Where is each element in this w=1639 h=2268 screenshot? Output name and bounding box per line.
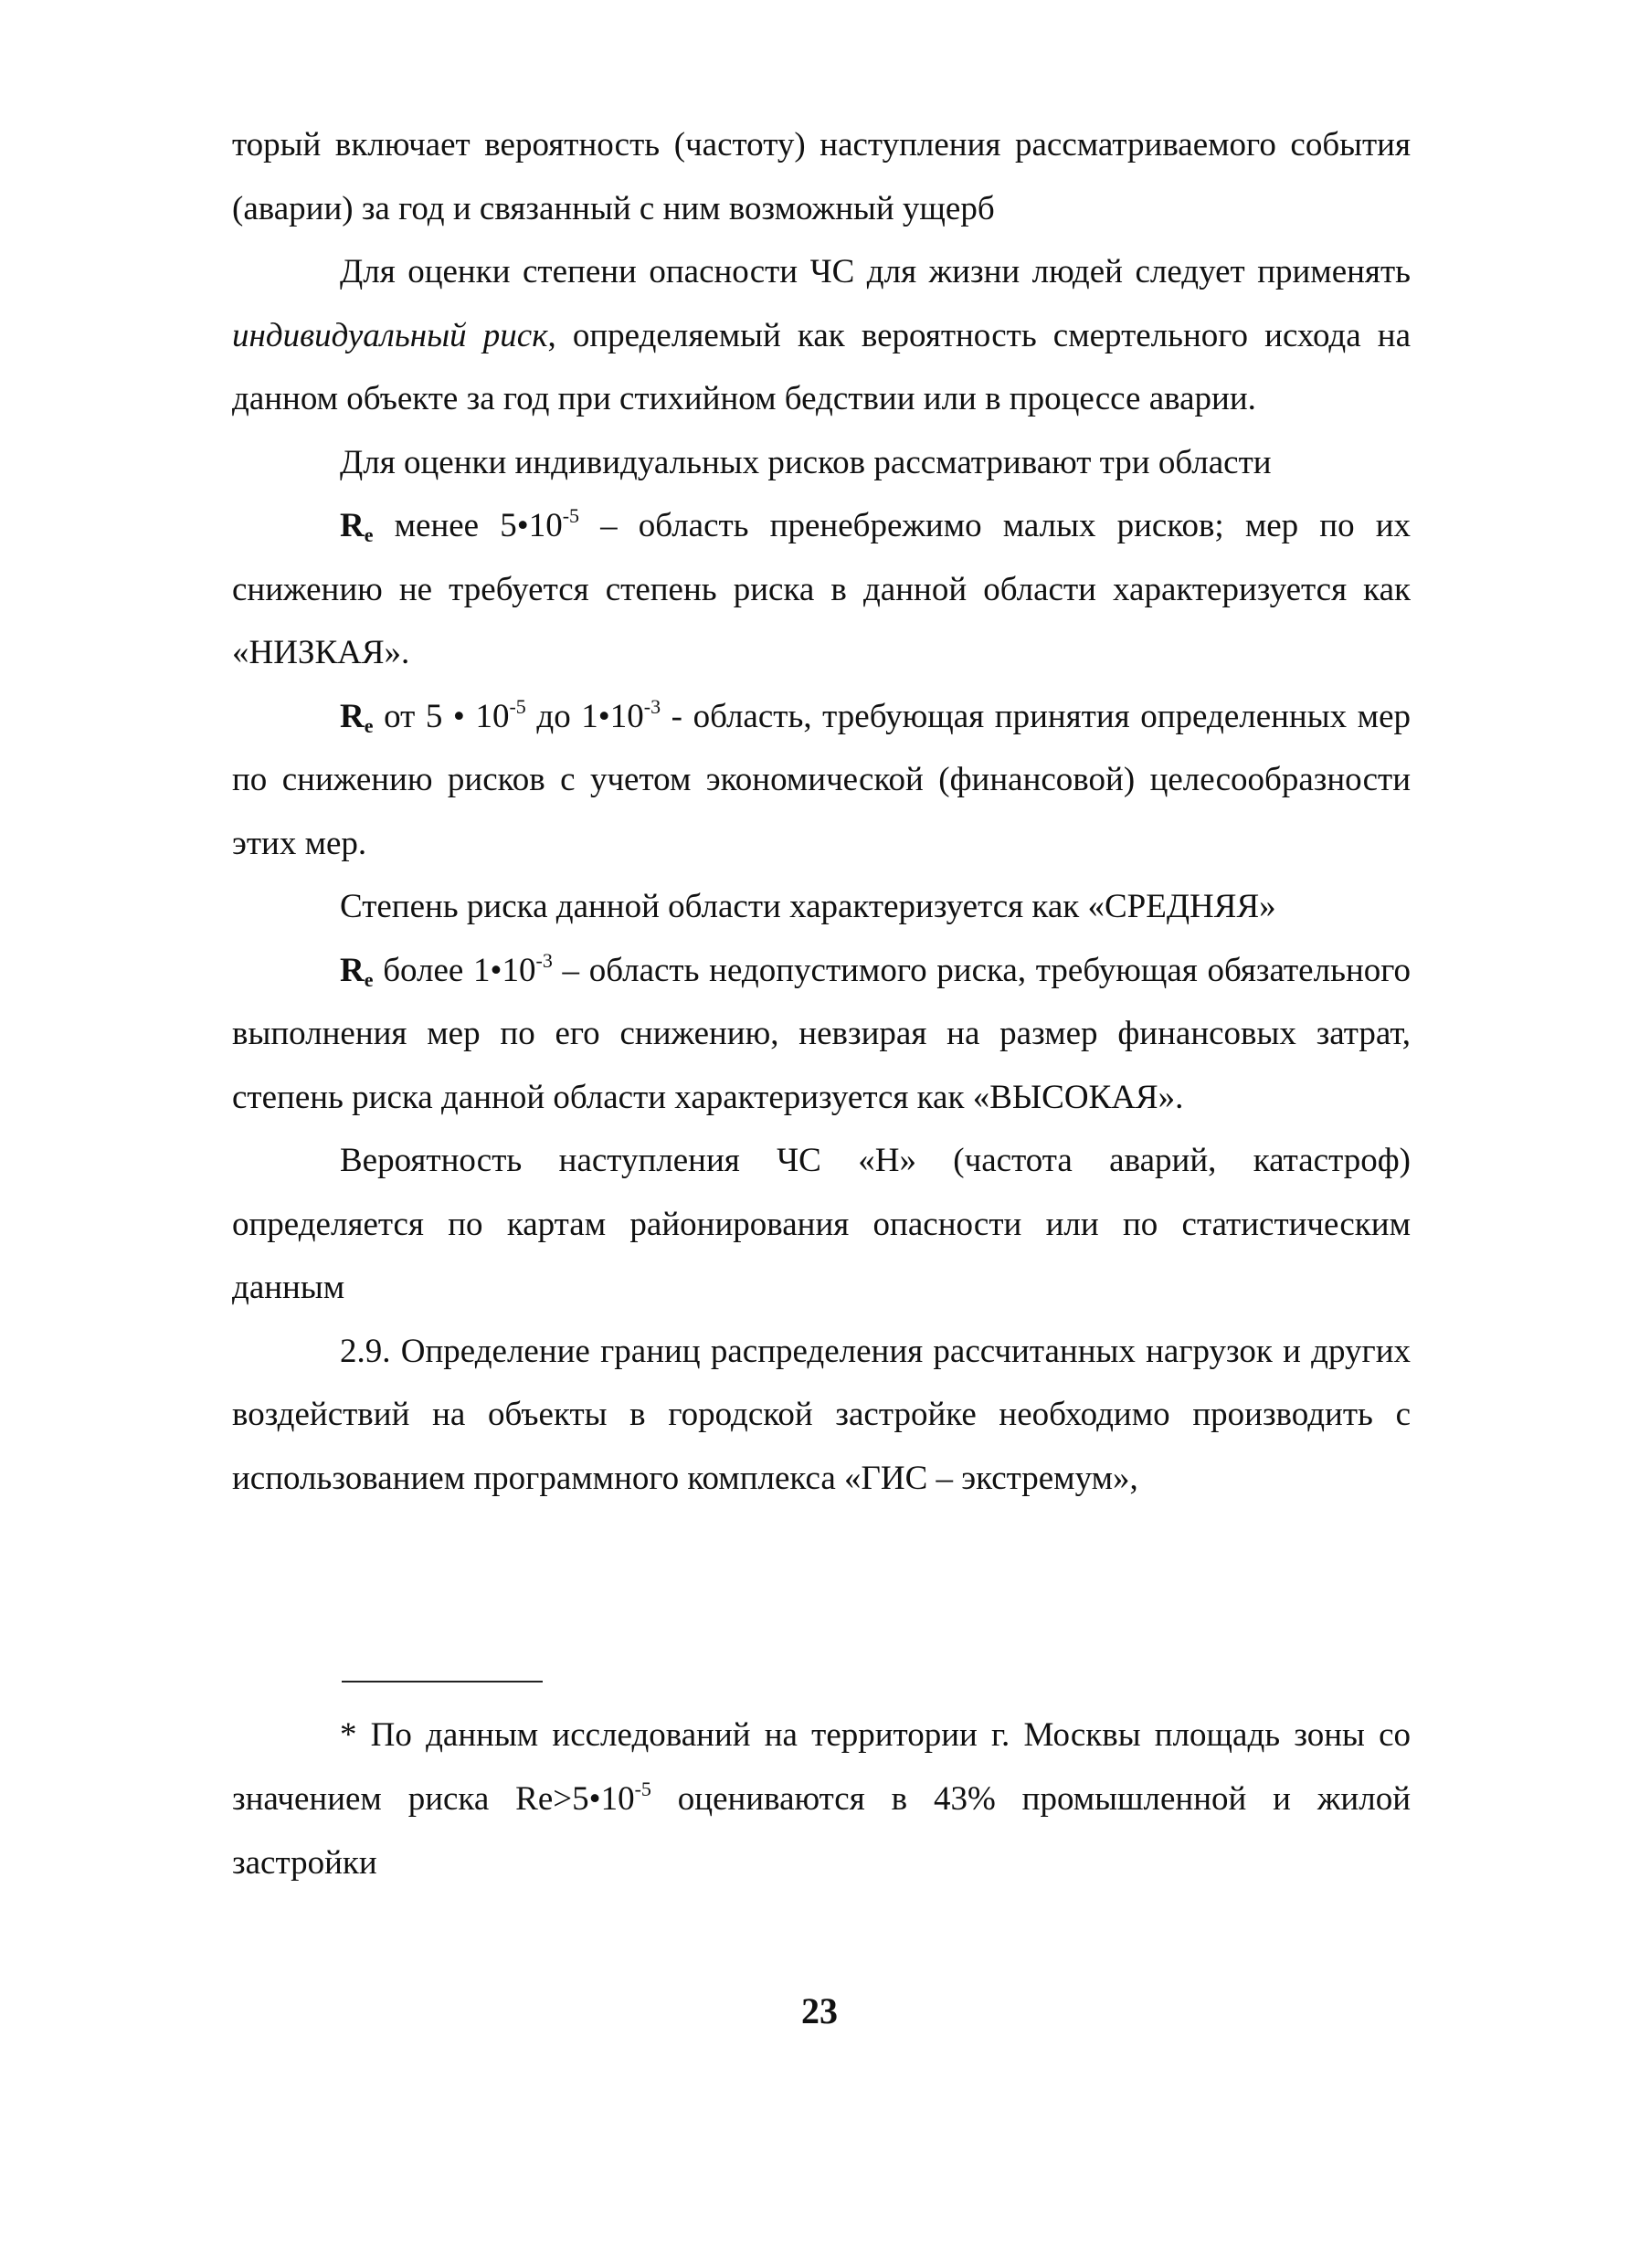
footnote <box>232 1704 1411 1895</box>
paragraph-continuation: торый включает вероятность (частоту) наступления рассматриваемого события (аварии) за год и связанный с ним возможный ущерб <box>232 126 1411 227</box>
paragraph-medium-grade: Степень риска данной области характеризуется как «СРЕДНЯЯ» <box>340 888 1276 925</box>
paragraph-probability: Вероятность наступления ЧС «Н» (частота аварий, катастроф) определяется по картам районирования опасности или по статистическим данным <box>232 1142 1411 1306</box>
footnote-text: * По данным исследований на территории г. Москвы площадь зоны со значением риска $Re>5•10^{-5}$ оцениваются в 43% промышленной и жилой застройки <box>232 1716 1411 1882</box>
page-number: 23 <box>801 1990 838 2031</box>
paragraph-high-risk: $R_e$ более $1•10^{-3}$ – область недопустимого риска, требующая обязательного выполнения мер по его снижению, невзирая на размер финансовых затрат, степень риска данной области характеризуется как «ВЫСОКАЯ». <box>232 948 1411 1116</box>
footnote-separator <box>342 1681 543 1683</box>
paragraph-individual-risk: Для оценки степени опасности ЧС для жизни людей следует применять индивидуальный риск, определяемый как вероятность смертельного исхода на данном объекте за год при стихийном бедствии или в процессе аварии. <box>232 253 1411 417</box>
paragraph-three-regions: Для оценки индивидуальных рисков рассматривают три области <box>340 443 1272 481</box>
paragraph-low-risk: $R_e$ менее $5•10^{-5}$ – область пренебрежимо малых рисков; мер по их снижению не требуется степень риска в данной области характеризуется как «НИЗКАЯ». <box>232 504 1412 671</box>
body-text <box>232 113 1411 1510</box>
term-individual-risk: индивидуальный риск <box>232 316 548 354</box>
paragraph-section-2-9: 2.9. Определение границ распределения рассчитанных нагрузок и других воздействий на объекты в городской застройке необходимо производить с использованием программного комплекса «ГИС – экстремум», <box>232 1332 1411 1497</box>
paragraph-medium-risk: $R_e$ от 5 • $10^{-5}$ до $1•10^{-3}$ - область, требующая принятия определенных мер по снижению рисков с учетом экономической (финансовой) целесообразности этих мер. <box>232 694 1412 862</box>
